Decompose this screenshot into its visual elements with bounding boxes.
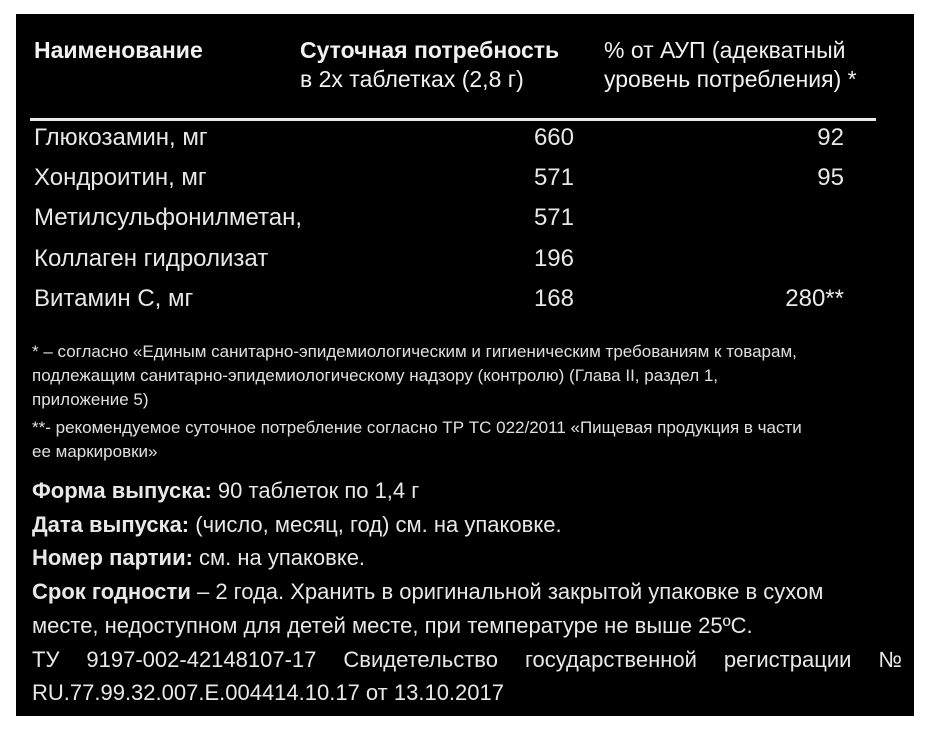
footnote-2-line1: **- рекомендуемое суточное потребление согласно ТР ТС 022/2011 «Пищевая продукция в части bbox=[32, 418, 802, 437]
ingredient-name: Витамин С, мг bbox=[34, 285, 194, 312]
label-panel bbox=[16, 14, 914, 716]
ingredient-amount: 571 bbox=[533, 204, 574, 231]
footnote-1-line2: подлежащим санитарно-эпидемиологическому надзору (контролю) (Глава II, раздел 1, bbox=[32, 366, 719, 385]
batch-number bbox=[32, 543, 902, 572]
ingredient-percent: 95 bbox=[817, 164, 844, 191]
registration-line1: ТУ 9197-002-42148107-17 Свидетельство государственной регистрации № bbox=[32, 647, 902, 672]
ingredient-name: Коллаген гидролизат bbox=[34, 245, 269, 272]
release-date-label: Дата выпуска: bbox=[32, 512, 190, 537]
footnote-1 bbox=[32, 340, 902, 412]
header-percent-line1: % от АУП (адекватный bbox=[604, 37, 846, 63]
header-daily-requirement-title: Суточная потребность bbox=[300, 37, 560, 63]
ingredient-percent: 92 bbox=[817, 124, 844, 151]
table-row bbox=[16, 164, 914, 204]
ingredient-percent: 280** bbox=[785, 285, 844, 312]
release-form-label: Форма выпуска: bbox=[32, 478, 212, 503]
header-daily-requirement-subtitle: в 2х таблетках (2,8 г) bbox=[300, 66, 524, 92]
batch-number-label: Номер партии: bbox=[32, 545, 193, 570]
shelf-life-line2: месте, недоступном для детей месте, при температуре не выше 25ºС. bbox=[32, 613, 753, 638]
batch-number-value: см. на упаковке. bbox=[192, 545, 366, 570]
ingredient-amount: 196 bbox=[533, 245, 574, 272]
registration-line2: RU.77.99.32.007.Е.004414.10.17 от 13.10.2017 bbox=[32, 680, 504, 705]
release-form-value: 90 таблеток по 1,4 г bbox=[211, 478, 420, 503]
release-form bbox=[32, 476, 902, 505]
ingredient-amount: 571 bbox=[533, 164, 574, 191]
header-daily-requirement bbox=[300, 36, 559, 94]
ingredient-amount: 168 bbox=[533, 285, 574, 312]
shelf-life bbox=[32, 577, 902, 606]
table-row bbox=[16, 285, 914, 325]
header-name: Наименование bbox=[34, 37, 203, 63]
footnote-2-line2: ее маркировки» bbox=[32, 442, 158, 461]
ingredient-amount: 660 bbox=[533, 124, 574, 151]
shelf-life-value-line1: – 2 года. Хранить в оригинальной закрытой упаковке в сухом bbox=[190, 579, 824, 604]
ingredient-name: Хондроитин, мг bbox=[34, 164, 207, 191]
footnote-1-line3: приложение 5) bbox=[32, 390, 149, 409]
footnote-2 bbox=[32, 416, 902, 464]
header-percent-line2: уровень потребления) * bbox=[604, 66, 857, 92]
release-date bbox=[32, 510, 902, 539]
ingredient-name: Глюкозамин, мг bbox=[34, 124, 208, 151]
header-divider bbox=[30, 118, 876, 121]
ingredient-name: Метилсульфонилметан, bbox=[34, 204, 302, 231]
table-row bbox=[16, 245, 914, 285]
table-row bbox=[16, 204, 914, 244]
release-date-value: (число, месяц, год) см. на упаковке. bbox=[189, 512, 562, 537]
footnote-1-line1: * – согласно «Единым санитарно-эпидемиологическим и гигиеническим требованиям к товарам, bbox=[32, 342, 797, 361]
table-row bbox=[16, 124, 914, 164]
header-percent bbox=[604, 36, 857, 94]
shelf-life-label: Срок годности bbox=[32, 579, 191, 604]
